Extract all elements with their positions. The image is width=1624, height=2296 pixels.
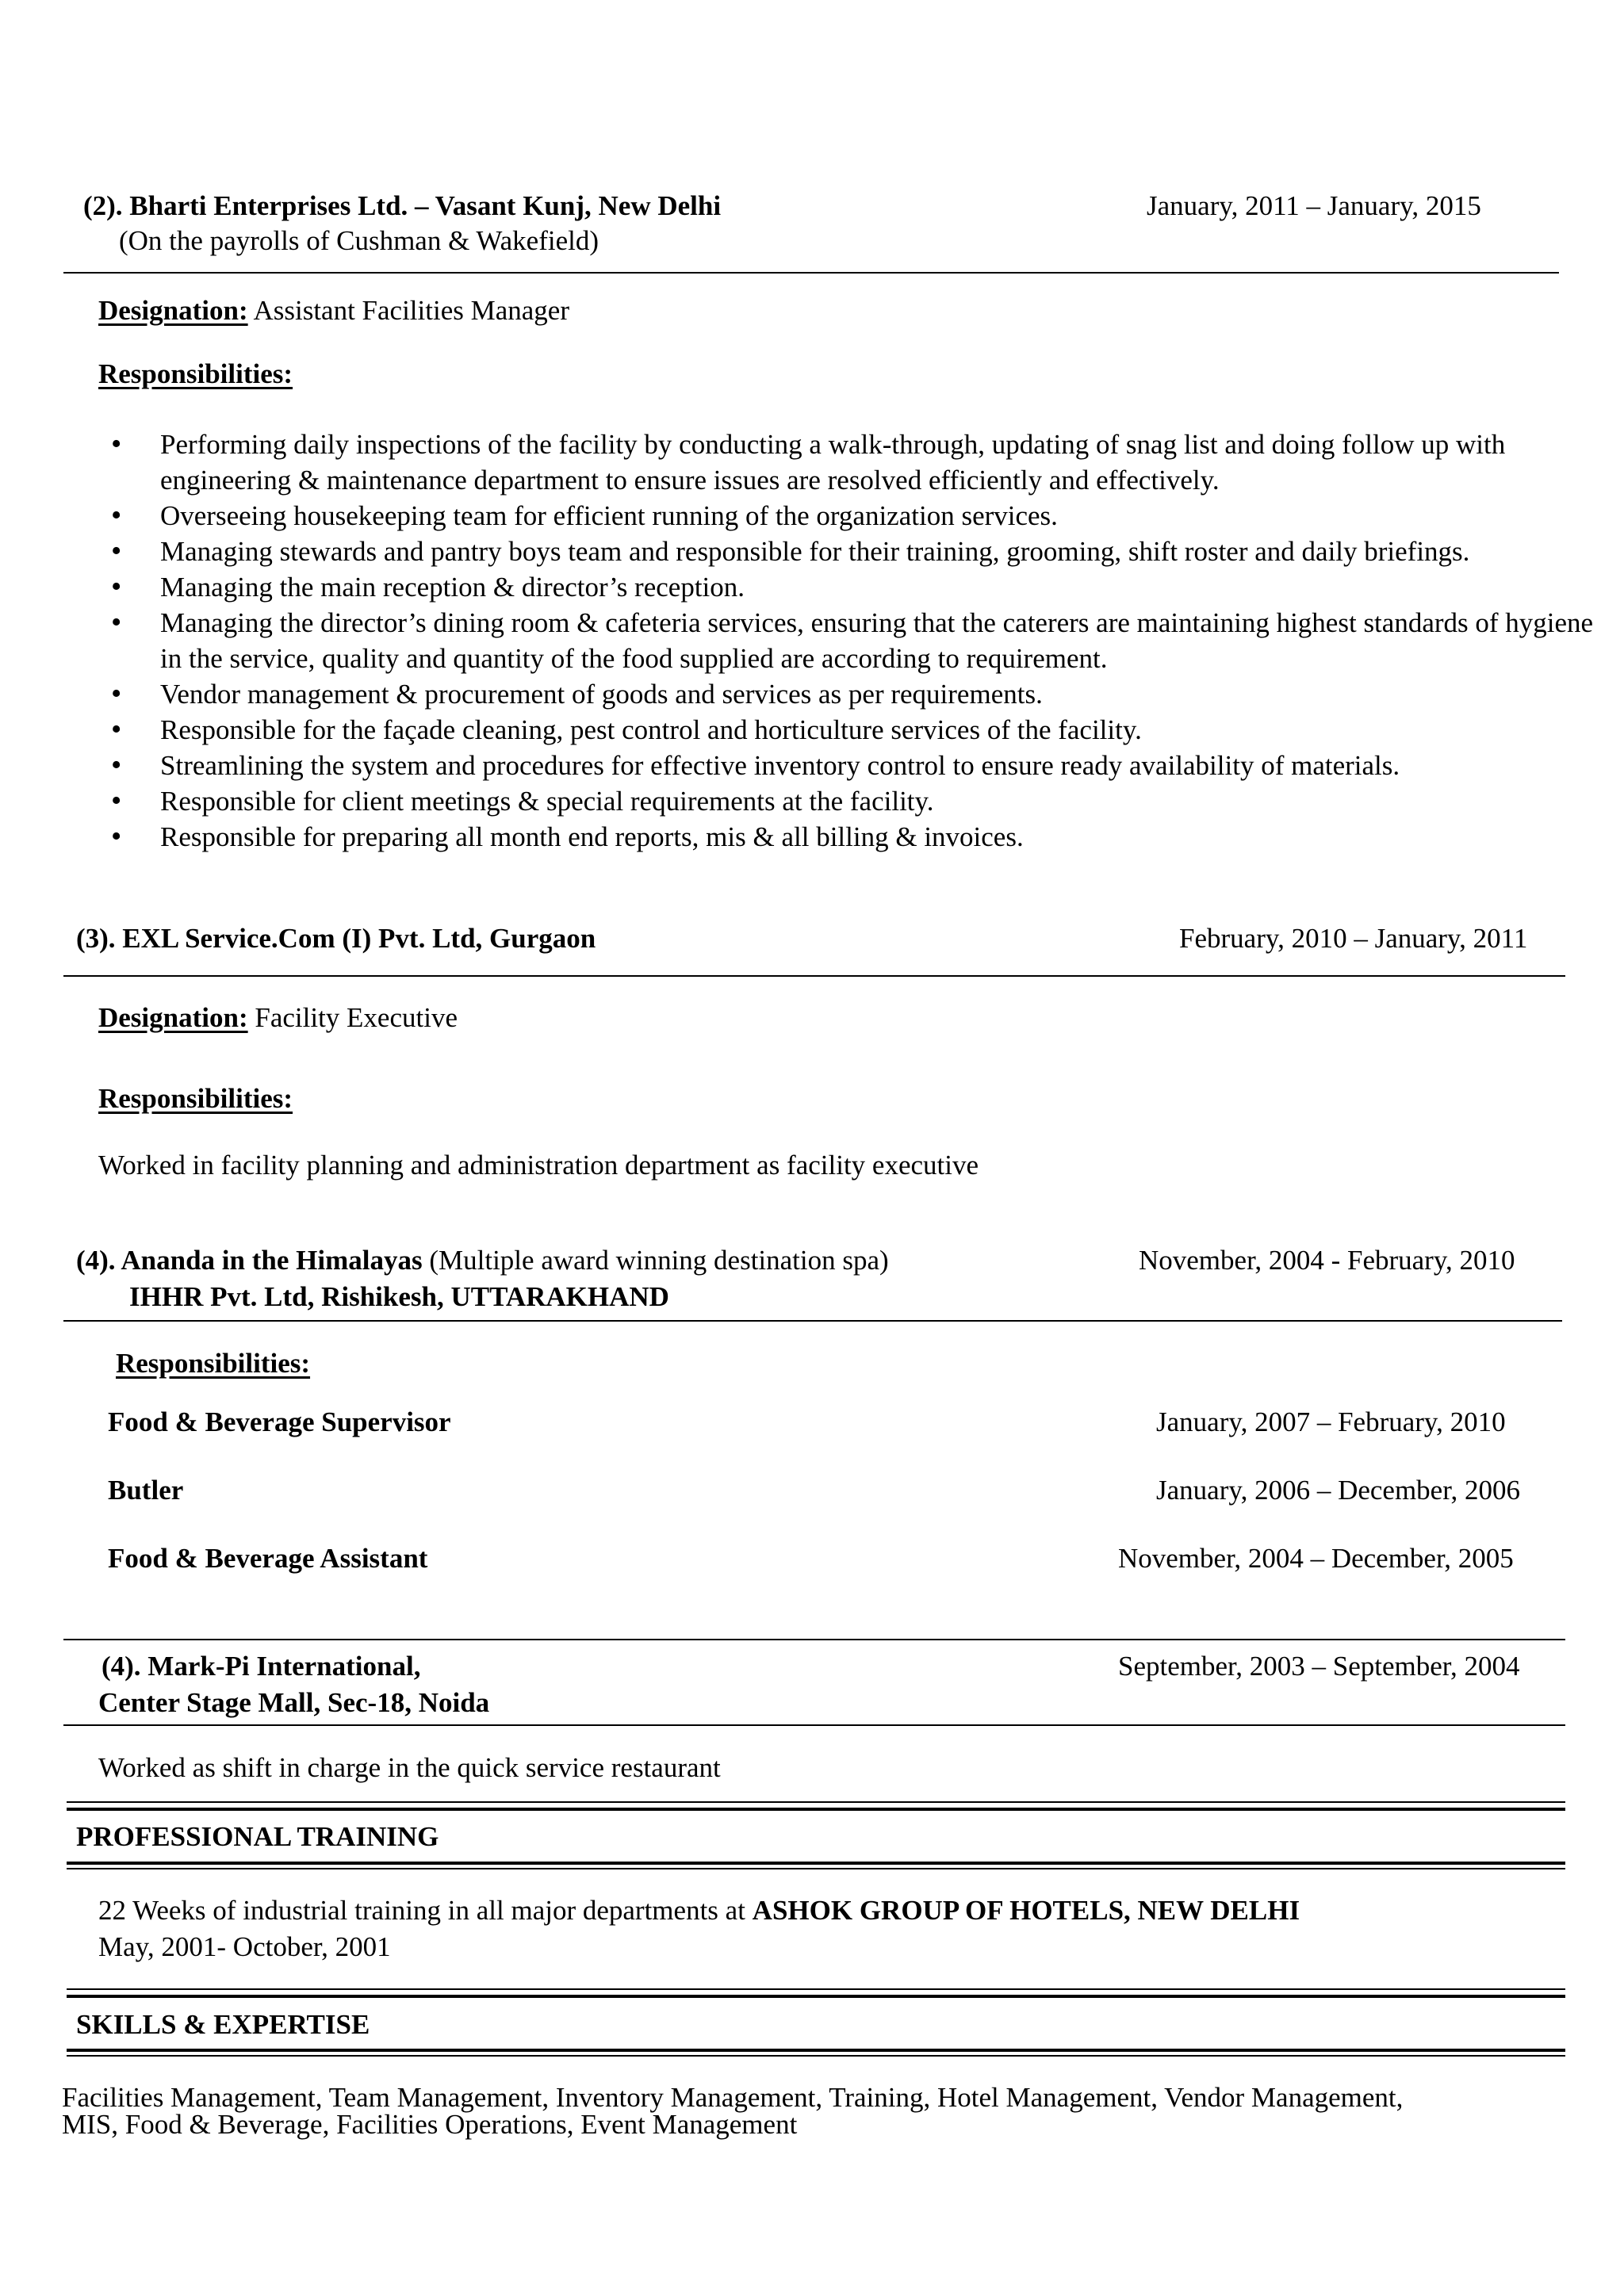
divider xyxy=(67,1988,1565,1990)
job5-subtitle: Center Stage Mall, Sec-18, Noida xyxy=(98,1687,490,1718)
designation-value: Facility Executive xyxy=(255,1002,458,1033)
divider xyxy=(67,1801,1565,1803)
skills-heading: SKILLS & EXPERTISE xyxy=(76,2009,370,2040)
job3-responsibilities-label: Responsibilities: xyxy=(98,1083,293,1114)
list-item: • Responsible for client meetings & special requirements at the facility. xyxy=(105,783,1595,819)
divider xyxy=(63,1639,1565,1640)
job4-title-rest: (Multiple award winning destination spa) xyxy=(429,1245,889,1276)
list-item: • Responsible for the façade cleaning, pest control and horticulture services of the facility. xyxy=(105,712,1595,748)
job3-description: Worked in facility planning and administration department as facility executive xyxy=(98,1150,979,1181)
skills-line-2: MIS, Food & Beverage, Facilities Operations, Event Management xyxy=(62,2109,798,2140)
job4-title-bold: (4). Ananda in the Himalayas xyxy=(76,1245,423,1276)
training-heading: PROFESSIONAL TRAINING xyxy=(76,1821,439,1852)
job4-responsibilities-label: Responsibilities: xyxy=(116,1348,311,1379)
role-title: Butler xyxy=(108,1475,184,1506)
job2-title: (2). Bharti Enterprises Ltd. – Vasant Kunj, New Delhi xyxy=(83,190,722,221)
divider xyxy=(63,272,1559,274)
divider xyxy=(67,2049,1565,2052)
divider xyxy=(67,1862,1565,1865)
job2-dates: January, 2011 – January, 2015 xyxy=(1147,190,1481,221)
job3-designation xyxy=(98,1002,458,1034)
divider xyxy=(67,2055,1565,2057)
job2-designation xyxy=(98,295,569,327)
divider xyxy=(63,1724,1565,1726)
divider xyxy=(63,1320,1562,1322)
list-item: • Managing stewards and pantry boys team and responsible for their training, grooming, shift roster and daily briefings. xyxy=(105,534,1595,569)
designation-label: Designation: xyxy=(98,1002,248,1033)
skills-line-1: Facilities Management, Team Management, Inventory Management, Training, Hotel Management, Vendor Management, xyxy=(62,2082,1404,2113)
list-item: • Managing the main reception & director’s reception. xyxy=(105,569,1595,605)
job3-title: (3). EXL Service.Com (I) Pvt. Ltd, Gurgaon xyxy=(76,923,596,954)
list-item: • Performing daily inspections of the facility by conducting a walk-through, updating of snag list and doing follow up with engineering & maintenance department to ensure issues are resolved efficiently and effectively. xyxy=(105,427,1595,498)
designation-value: Assistant Facilities Manager xyxy=(253,295,569,326)
list-item: • Overseeing housekeeping team for efficient running of the organization services. xyxy=(105,498,1595,534)
job2-responsibilities-label: Responsibilities: xyxy=(98,358,293,389)
job5-dates: September, 2003 – September, 2004 xyxy=(1118,1651,1520,1682)
job4-title xyxy=(76,1245,889,1276)
divider xyxy=(67,1808,1565,1811)
list-item: • Managing the director’s dining room & cafeteria services, ensuring that the caterers are maintaining highest standards of hygiene in the service, quality and quantity of the food supplied are according to requirement. xyxy=(105,605,1595,676)
role-dates: January, 2007 – February, 2010 xyxy=(1156,1406,1506,1437)
training-text-start: 22 Weeks of industrial training in all major departments at xyxy=(98,1895,745,1926)
job2-responsibilities-list xyxy=(105,427,1595,855)
role-title: Food & Beverage Assistant xyxy=(108,1543,428,1574)
role-title: Food & Beverage Supervisor xyxy=(108,1406,451,1437)
list-item: • Streamlining the system and procedures for effective inventory control to ensure ready availability of materials. xyxy=(105,748,1595,783)
job5-description: Worked as shift in charge in the quick service restaurant xyxy=(98,1752,721,1783)
job3-dates: February, 2010 – January, 2011 xyxy=(1179,923,1528,954)
training-text-bold: ASHOK GROUP OF HOTELS, NEW DELHI xyxy=(752,1895,1300,1926)
list-item: • Responsible for preparing all month end reports, mis & all billing & invoices. xyxy=(105,819,1595,855)
job4-subtitle: IHHR Pvt. Ltd, Rishikesh, UTTARAKHAND xyxy=(129,1281,669,1312)
role-dates: January, 2006 – December, 2006 xyxy=(1156,1475,1520,1506)
divider xyxy=(67,1995,1565,1998)
divider xyxy=(67,1868,1565,1869)
job4-dates: November, 2004 - February, 2010 xyxy=(1139,1245,1515,1276)
training-text xyxy=(98,1895,1300,1927)
role-dates: November, 2004 – December, 2005 xyxy=(1118,1543,1514,1574)
divider xyxy=(63,975,1565,977)
job5-title: (4). Mark-Pi International, xyxy=(102,1651,421,1682)
job2-subtitle: (On the payrolls of Cushman & Wakefield) xyxy=(119,225,599,256)
training-dates: May, 2001- October, 2001 xyxy=(98,1931,391,1962)
list-item: • Vendor management & procurement of goods and services as per requirements. xyxy=(105,676,1595,712)
designation-label: Designation: xyxy=(98,295,248,326)
